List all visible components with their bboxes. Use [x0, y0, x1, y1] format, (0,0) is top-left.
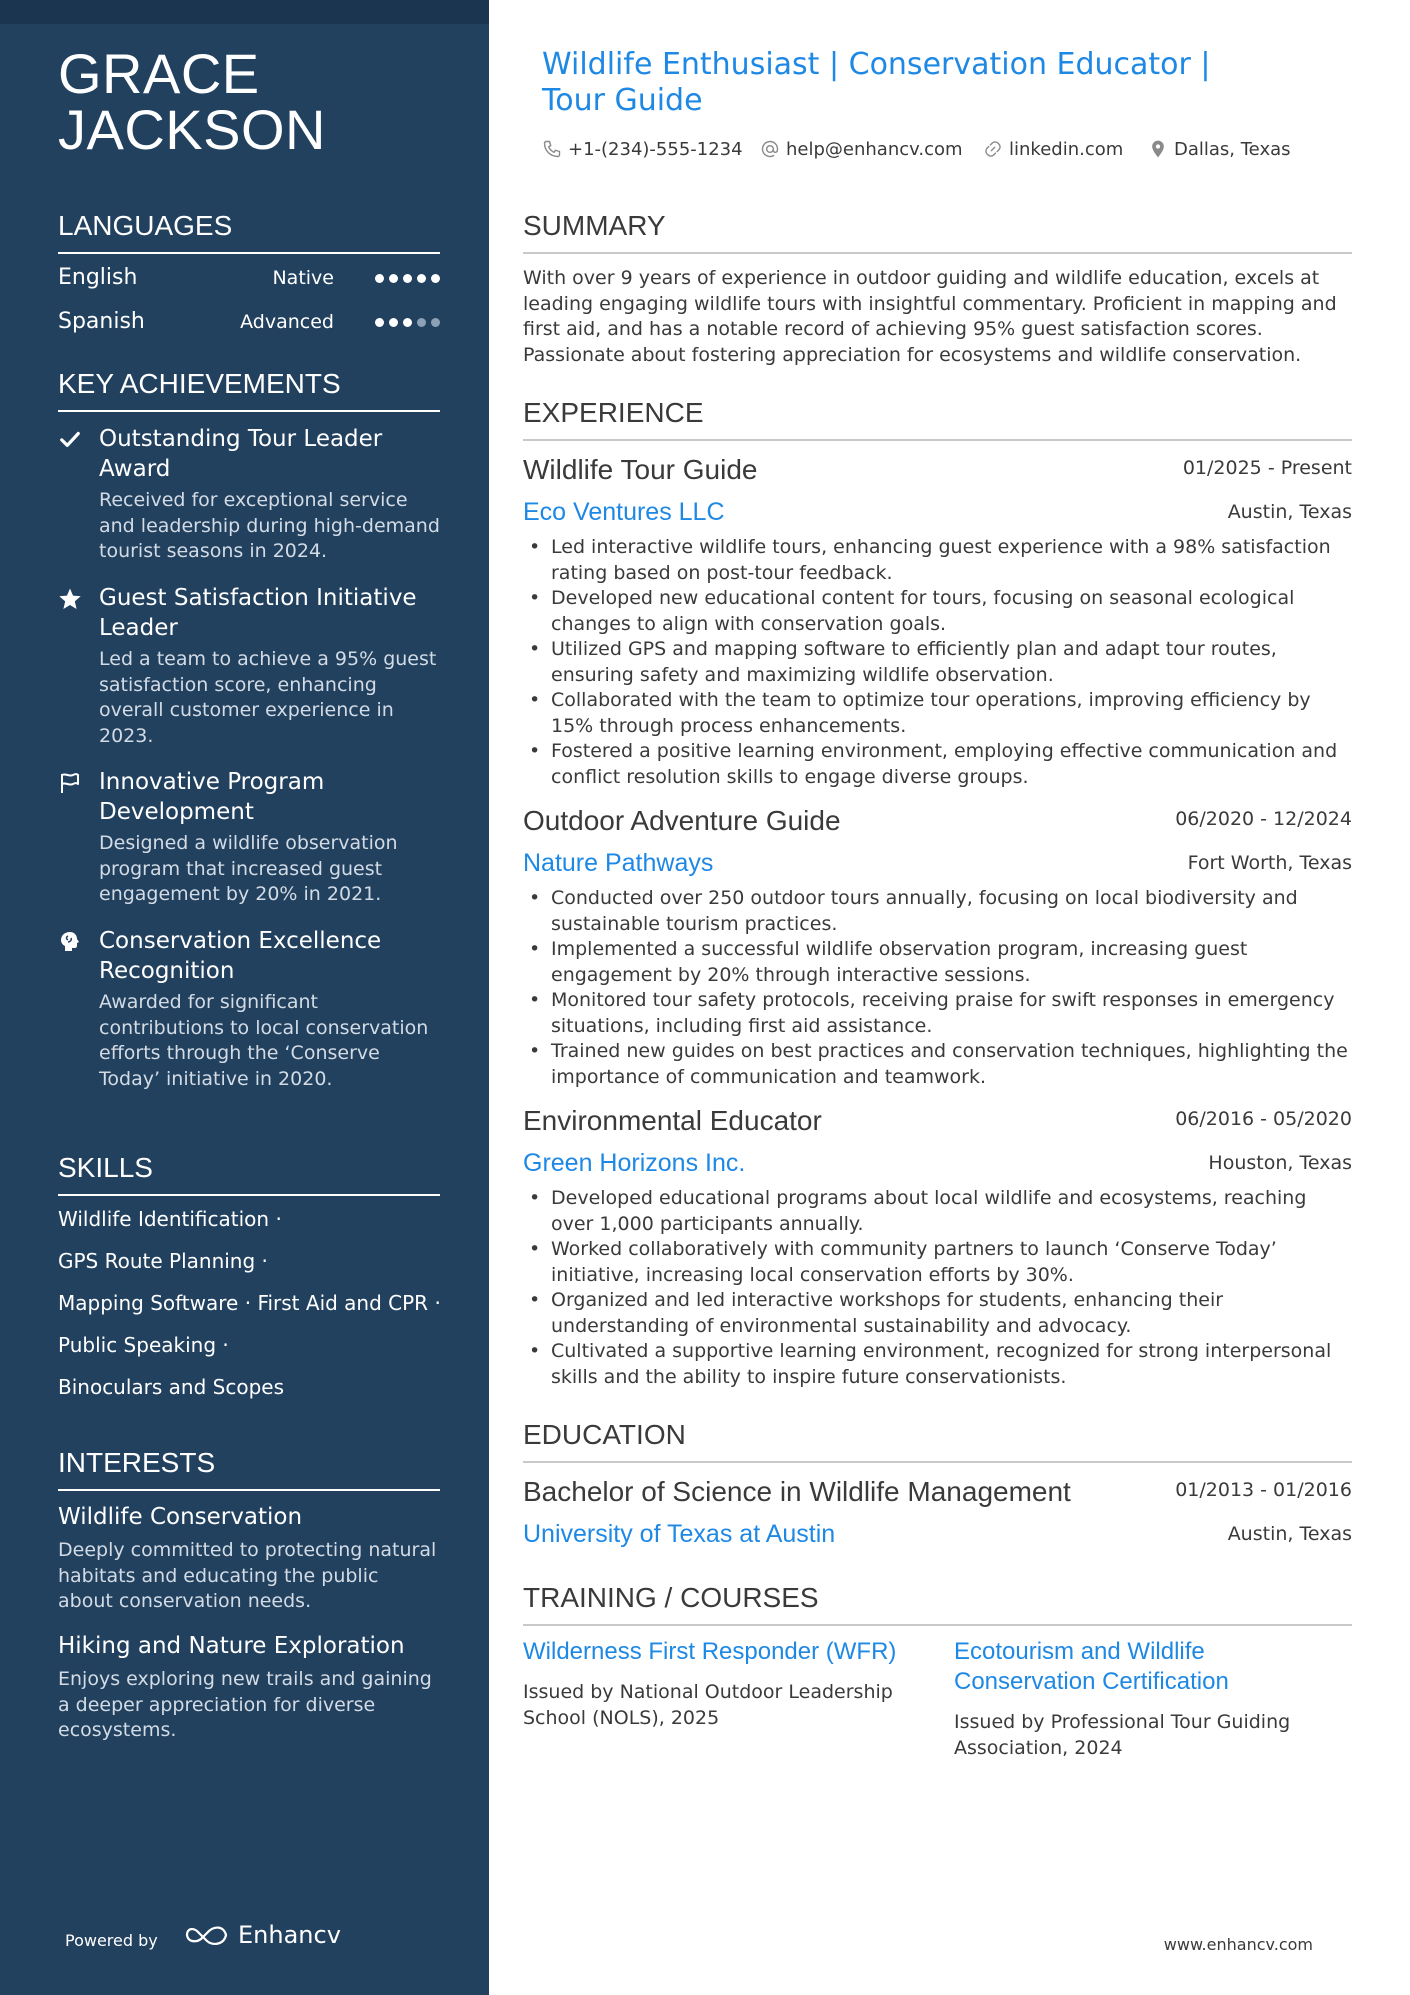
skill-label: First Aid and CPR	[257, 1291, 429, 1315]
skill-label: GPS Route Planning	[58, 1249, 256, 1273]
language-row	[58, 309, 440, 341]
skill-label: Mapping Software	[58, 1291, 239, 1315]
person-name	[58, 42, 458, 161]
achievement-item	[58, 926, 440, 1092]
achievement-desc: Led a team to achieve a 95% guest satisfaction score, enhancing overall customer experience in 2023.	[99, 648, 437, 747]
enhancv-logo[interactable]	[184, 1921, 341, 1949]
skill-item: Public Speaking ·	[58, 1333, 229, 1357]
rating-dot	[431, 274, 440, 283]
job-bullets	[523, 886, 1352, 1090]
achievement-item	[58, 583, 440, 749]
rating-dot	[389, 274, 398, 283]
powered-by-label: Powered by	[65, 1931, 158, 1950]
skill-item	[58, 1374, 284, 1400]
skill-item: Wildlife Identification ·	[58, 1207, 282, 1231]
star-icon	[58, 587, 82, 611]
job-bullet: • Developed new educational content for tours, focusing on seasonal ecological changes to align with conservation goals.	[523, 586, 1352, 637]
achievement-desc: Received for exceptional service and leadership during high-demand tourist seasons in 2024.	[99, 489, 440, 562]
skill-label: Public Speaking	[58, 1333, 217, 1357]
job-location: Austin, Texas	[1227, 501, 1352, 523]
rating-dot	[375, 274, 384, 283]
sidebar-top-band	[0, 0, 489, 24]
contact-location	[1148, 136, 1291, 162]
summary-text: With over 9 years of experience in outdoor guiding and wildlife education, excels at leading engaging wildlife tours with insightful commentary. Proficient in mapping and first aid, and has a notable record of achieving 95% guest satisfaction scores. Passionate about fostering appreciation for ecosystems and wildlife conservation.	[523, 267, 1337, 366]
skill-label: Binoculars and Scopes	[58, 1375, 285, 1399]
skill-item: GPS Route Planning ·	[58, 1249, 268, 1273]
achievement-desc: Designed a wildlife observation program that increased guest engagement by 20% in 2021.	[99, 832, 398, 905]
contact-phone[interactable]	[542, 136, 743, 162]
education-school: University of Texas at Austin	[523, 1520, 836, 1548]
job-bullet: • Worked collaboratively with community partners to launch ‘Conserve Today’ initiative, increasing local conservation efforts by 30%.	[523, 1237, 1352, 1288]
languages-heading: LANGUAGES	[58, 208, 440, 254]
check-icon	[58, 428, 82, 452]
job-company: Eco Ventures LLC	[523, 498, 725, 526]
summary-heading: SUMMARY	[523, 208, 1352, 254]
job-dates: 06/2020 - 12/2024	[1175, 808, 1352, 830]
at-icon	[760, 139, 780, 159]
rating-dot	[417, 318, 426, 327]
training-heading: TRAINING / COURSES	[523, 1580, 1352, 1626]
language-rating	[375, 274, 440, 283]
sidebar	[0, 0, 489, 1995]
job-company: Nature Pathways	[523, 849, 714, 877]
interests-heading: INTERESTS	[58, 1445, 440, 1491]
language-level: Native	[272, 267, 334, 289]
job-bullet: • Utilized GPS and mapping software to efficiently plan and adapt tour routes, ensuring safety and maximizing wildlife observation.	[523, 637, 1352, 688]
job-bullet: • Trained new guides on best practices and conservation techniques, highlighting the importance of communication and teamwork.	[523, 1039, 1352, 1090]
job-bullets	[523, 535, 1352, 790]
job-dates: 01/2025 - Present	[1182, 457, 1352, 479]
rating-dot	[389, 318, 398, 327]
education-dates: 01/2013 - 01/2016	[1175, 1479, 1352, 1501]
skills-heading: SKILLS	[58, 1150, 440, 1196]
brain-icon	[58, 930, 82, 954]
enhancv-logo-icon	[184, 1923, 230, 1947]
linkedin-text: linkedin.com	[1009, 138, 1124, 160]
job-company: Green Horizons Inc.	[523, 1149, 746, 1177]
location-pin-icon	[1148, 139, 1168, 159]
achievement-title: Innovative Program Development	[99, 769, 325, 825]
rating-dot	[431, 318, 440, 327]
phone-icon	[542, 139, 562, 159]
course-title: Ecotourism and Wildlife Conservation Certification	[954, 1638, 1229, 1695]
job-title: Outdoor Adventure Guide	[523, 805, 841, 836]
rating-dot	[403, 318, 412, 327]
email-text: help@enhancv.com	[786, 138, 963, 160]
job-bullet: • Implemented a successful wildlife observation program, increasing guest engagement by 20% through interactive sessions.	[523, 937, 1352, 988]
headline: Wildlife Enthusiast | Conservation Educator | Tour Guide	[542, 47, 1211, 118]
job-location: Houston, Texas	[1208, 1152, 1352, 1174]
location-text: Dallas, Texas	[1174, 138, 1291, 160]
contact-linkedin[interactable]	[983, 136, 1123, 162]
language-level: Advanced	[240, 311, 334, 333]
job-bullet: • Conducted over 250 outdoor tours annually, focusing on local biodiversity and sustainable tourism practices.	[523, 886, 1352, 937]
interest-title: Wildlife Conservation	[58, 1504, 303, 1530]
rating-dot	[403, 274, 412, 283]
phone-text: +1-(234)-555-1234	[568, 138, 743, 160]
first-name: GRACE	[58, 42, 260, 105]
interest-desc: Deeply committed to protecting natural habitats and educating the public about conservation needs.	[58, 1539, 437, 1612]
achievement-item	[58, 424, 440, 565]
skill-label: Wildlife Identification	[58, 1207, 270, 1231]
brand-name: Enhancv	[238, 1921, 341, 1949]
language-row	[58, 265, 440, 297]
achievements-heading: KEY ACHIEVEMENTS	[58, 366, 440, 412]
website-link[interactable]: www.enhancv.com	[1163, 1935, 1313, 1954]
job-bullet: • Cultivated a supportive learning environment, recognized for strong interpersonal skills and the ability to inspire future conservationists.	[523, 1339, 1352, 1390]
contact-email[interactable]	[760, 136, 963, 162]
achievement-desc: Awarded for significant contributions to local conservation efforts through the ‘Conserve Today’ initiative in 2020.	[99, 991, 429, 1090]
education-degree: Bachelor of Science in Wildlife Management	[523, 1476, 1071, 1507]
language-name: Spanish	[58, 309, 145, 334]
experience-heading: EXPERIENCE	[523, 395, 1352, 441]
job-bullet: • Developed educational programs about local wildlife and ecosystems, reaching over 1,000 participants annually.	[523, 1186, 1352, 1237]
job-location: Fort Worth, Texas	[1187, 852, 1352, 874]
job-title: Wildlife Tour Guide	[523, 454, 758, 485]
interest-title: Hiking and Nature Exploration	[58, 1633, 405, 1659]
job-bullet: • Organized and led interactive workshops for students, enhancing their understanding of environmental sustainability and advocacy.	[523, 1288, 1352, 1339]
skill-item: Mapping Software · First Aid and CPR ·	[58, 1291, 441, 1315]
last-name: JACKSON	[58, 98, 326, 161]
job-bullet: • Collaborated with the team to optimize tour operations, improving efficiency by 15% through process enhancements.	[523, 688, 1352, 739]
interest-desc: Enjoys exploring new trails and gaining a deeper appreciation for diverse ecosystems.	[58, 1668, 432, 1741]
course-title: Wilderness First Responder (WFR)	[523, 1638, 897, 1665]
achievement-title: Conservation Excellence Recognition	[99, 928, 382, 984]
rating-dot	[417, 274, 426, 283]
rating-dot	[375, 318, 384, 327]
flag-icon	[58, 771, 82, 795]
course-desc: Issued by Professional Tour Guiding Association, 2024	[954, 1711, 1291, 1759]
language-name: English	[58, 265, 138, 290]
achievement-item	[58, 767, 440, 908]
job-bullet: • Led interactive wildlife tours, enhancing guest experience with a 98% satisfaction rating based on post-tour feedback.	[523, 535, 1352, 586]
job-bullets	[523, 1186, 1352, 1390]
language-rating	[375, 318, 440, 327]
course-desc: Issued by National Outdoor Leadership School (NOLS), 2025	[523, 1681, 893, 1729]
education-location: Austin, Texas	[1227, 1523, 1352, 1545]
job-dates: 06/2016 - 05/2020	[1175, 1108, 1352, 1130]
achievement-title: Guest Satisfaction Initiative Leader	[99, 585, 417, 641]
link-icon	[983, 139, 1003, 159]
job-bullet: • Fostered a positive learning environment, employing effective communication and conflict resolution skills to engage diverse groups.	[523, 739, 1352, 790]
achievement-title: Outstanding Tour Leader Award	[99, 426, 383, 482]
job-title: Environmental Educator	[523, 1105, 822, 1136]
education-heading: EDUCATION	[523, 1417, 1352, 1463]
job-bullet: • Monitored tour safety protocols, receiving praise for swift responses in emergency situations, including first aid assistance.	[523, 988, 1352, 1039]
